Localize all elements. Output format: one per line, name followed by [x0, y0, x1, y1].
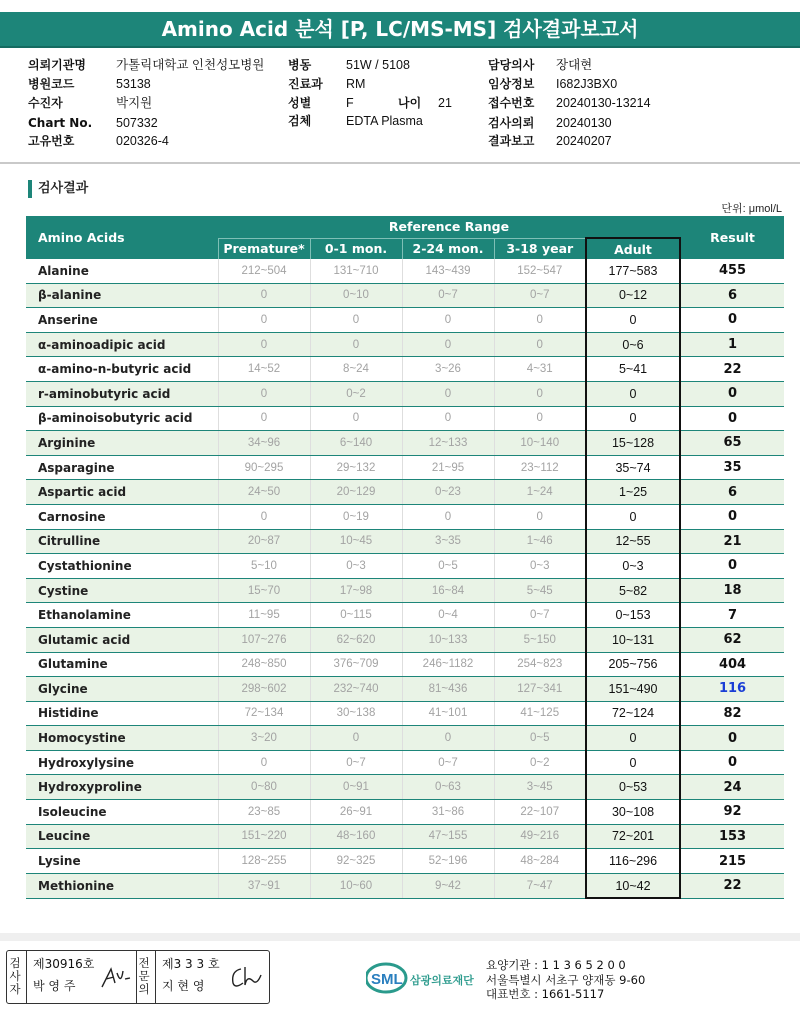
- info-row: [288, 56, 478, 75]
- unit-label: 단위: μmol/L: [721, 203, 782, 215]
- amino-acid-name: Cystine: [26, 578, 218, 603]
- ref-3-18-year: 41~125: [494, 701, 586, 726]
- ref-2-24-mon: 21~95: [402, 455, 494, 480]
- table-row: [26, 775, 784, 800]
- ref-3-18-year: 0~3: [494, 554, 586, 579]
- ref-premature: 34~96: [218, 431, 310, 456]
- ref-adult: 12~55: [586, 529, 680, 554]
- ref-2-24-mon: 41~101: [402, 701, 494, 726]
- info-row: [488, 75, 688, 94]
- ref-premature: 24~50: [218, 480, 310, 505]
- ref-2-24-mon: 0~4: [402, 603, 494, 628]
- logo-text: SML: [371, 971, 403, 988]
- table-row: [26, 332, 784, 357]
- ref-2-24-mon: 0: [402, 406, 494, 431]
- info-label: 병동: [288, 58, 312, 72]
- result-value: 35: [680, 455, 784, 480]
- info-label: 검사의뢰: [488, 116, 535, 130]
- ref-adult: 10~42: [586, 873, 680, 898]
- ref-3-18-year: 48~284: [494, 849, 586, 874]
- ref-premature: 0: [218, 750, 310, 775]
- amino-acid-name: Anserine: [26, 308, 218, 333]
- table-row: [26, 504, 784, 529]
- tester-name: 박 영 주: [33, 979, 76, 993]
- amino-acid-name: Leucine: [26, 824, 218, 849]
- ref-3-18-year: 254~823: [494, 652, 586, 677]
- amino-acid-name: Homocystine: [26, 726, 218, 751]
- ref-0-1-mon: 131~710: [310, 259, 402, 283]
- ref-premature: 0~80: [218, 775, 310, 800]
- ref-premature: 90~295: [218, 455, 310, 480]
- amino-acid-name: Methionine: [26, 873, 218, 898]
- ref-3-18-year: 23~112: [494, 455, 586, 480]
- amino-acid-name: β-aminoisobutyric acid: [26, 406, 218, 431]
- ref-3-18-year: 0~2: [494, 750, 586, 775]
- section-title: 검사결과: [28, 180, 88, 198]
- ref-0-1-mon: 6~140: [310, 431, 402, 456]
- info-value: EDTA Plasma: [346, 114, 423, 128]
- ref-0-1-mon: 30~138: [310, 701, 402, 726]
- ref-premature: 3~20: [218, 726, 310, 751]
- ref-premature: 212~504: [218, 259, 310, 283]
- info-row: [488, 132, 688, 151]
- result-value: 21: [680, 529, 784, 554]
- ref-adult: 0~3: [586, 554, 680, 579]
- ref-0-1-mon: 0: [310, 726, 402, 751]
- result-value: 0: [680, 308, 784, 333]
- specialist-signature-icon: [227, 963, 265, 991]
- info-label: 수진자: [28, 96, 63, 110]
- ref-0-1-mon: 29~132: [310, 455, 402, 480]
- info-row: [288, 75, 478, 94]
- info-value: 가톨릭대학교 인천성모병원: [116, 58, 265, 72]
- ref-premature: 0: [218, 381, 310, 406]
- table-row: [26, 603, 784, 628]
- info-value: F: [346, 96, 354, 110]
- amino-acid-name: β-alanine: [26, 283, 218, 308]
- ref-3-18-year: 5~45: [494, 578, 586, 603]
- info-label: 담당의사: [488, 58, 535, 72]
- ref-0-1-mon: 10~45: [310, 529, 402, 554]
- ref-3-18-year: 0~7: [494, 603, 586, 628]
- info-value: RM: [346, 77, 366, 91]
- org-line: 요양기관 : 1 1 3 6 5 2 0 0: [486, 958, 626, 972]
- table-row: [26, 529, 784, 554]
- table-row: [26, 381, 784, 406]
- info-value: 507332: [116, 116, 158, 130]
- table-row: [26, 800, 784, 825]
- ref-adult: 0: [586, 726, 680, 751]
- result-value: 6: [680, 283, 784, 308]
- ref-adult: 0: [586, 406, 680, 431]
- info-value: I682J3BX0: [556, 77, 618, 91]
- header-amino-acids: Amino Acids: [26, 216, 218, 259]
- tester-label: 검사자: [9, 956, 21, 996]
- org-info: [486, 958, 645, 1002]
- table-row: [26, 726, 784, 751]
- results-body: [26, 259, 784, 898]
- ref-3-18-year: 3~45: [494, 775, 586, 800]
- ref-adult: 0: [586, 308, 680, 333]
- ref-premature: 37~91: [218, 873, 310, 898]
- ref-premature: 0: [218, 283, 310, 308]
- header-premature: Premature*: [218, 238, 310, 259]
- amino-acid-name: α-aminoadipic acid: [26, 332, 218, 357]
- info-label: 접수번호: [488, 96, 535, 110]
- ref-2-24-mon: 16~84: [402, 578, 494, 603]
- ref-premature: 128~255: [218, 849, 310, 874]
- ref-premature: 23~85: [218, 800, 310, 825]
- header-3-18-year: 3-18 year: [494, 238, 586, 259]
- ref-adult: 10~131: [586, 627, 680, 652]
- ref-adult: 151~490: [586, 677, 680, 702]
- table-row: [26, 824, 784, 849]
- ref-2-24-mon: 246~1182: [402, 652, 494, 677]
- table-row: [26, 357, 784, 382]
- ref-premature: 151~220: [218, 824, 310, 849]
- ref-adult: 116~296: [586, 849, 680, 874]
- header-adult: Adult: [586, 238, 680, 259]
- footer-divider: [0, 933, 800, 941]
- info-label: 검체: [288, 114, 312, 128]
- table-row: [26, 873, 784, 898]
- ref-adult: 72~124: [586, 701, 680, 726]
- result-value: 92: [680, 800, 784, 825]
- ref-3-18-year: 1~24: [494, 480, 586, 505]
- ref-0-1-mon: 0~7: [310, 750, 402, 775]
- ref-0-1-mon: 0: [310, 308, 402, 333]
- table-row: [26, 283, 784, 308]
- ref-0-1-mon: 20~129: [310, 480, 402, 505]
- amino-acid-name: Glycine: [26, 677, 218, 702]
- ref-premature: 0: [218, 504, 310, 529]
- table-row: [26, 259, 784, 283]
- ref-0-1-mon: 8~24: [310, 357, 402, 382]
- ref-0-1-mon: 62~620: [310, 627, 402, 652]
- header-result: Result: [680, 216, 784, 259]
- info-label: 의뢰기관명: [28, 58, 86, 72]
- ref-3-18-year: 0: [494, 308, 586, 333]
- ref-2-24-mon: 143~439: [402, 259, 494, 283]
- results-table: [26, 216, 784, 899]
- ref-adult: 0~12: [586, 283, 680, 308]
- ref-0-1-mon: 0~3: [310, 554, 402, 579]
- ref-premature: 298~602: [218, 677, 310, 702]
- ref-adult: 0: [586, 504, 680, 529]
- table-row: [26, 554, 784, 579]
- result-value: 404: [680, 652, 784, 677]
- ref-0-1-mon: 0~115: [310, 603, 402, 628]
- amino-acid-name: Arginine: [26, 431, 218, 456]
- ref-premature: 72~134: [218, 701, 310, 726]
- amino-acid-name: Hydroxylysine: [26, 750, 218, 775]
- ref-adult: 0: [586, 750, 680, 775]
- org-line: 서울특별시 서초구 양재동 9-60: [486, 972, 646, 987]
- ref-3-18-year: 4~31: [494, 357, 586, 382]
- ref-2-24-mon: 9~42: [402, 873, 494, 898]
- table-row: [26, 849, 784, 874]
- ref-premature: 0: [218, 308, 310, 333]
- table-row: [26, 677, 784, 702]
- info-row: [28, 94, 268, 113]
- ref-0-1-mon: 232~740: [310, 677, 402, 702]
- result-value: 62: [680, 627, 784, 652]
- amino-acid-name: Lysine: [26, 849, 218, 874]
- ref-3-18-year: 0~5: [494, 726, 586, 751]
- header-reference-range: Reference Range: [218, 216, 680, 238]
- amino-acid-name: r-aminobutyric acid: [26, 381, 218, 406]
- info-value: 20240130-13214: [556, 96, 651, 110]
- ref-0-1-mon: 48~160: [310, 824, 402, 849]
- age-value: 21: [438, 96, 452, 110]
- header-2-24-mon: 2-24 mon.: [402, 238, 494, 259]
- ref-adult: 0~153: [586, 603, 680, 628]
- result-value: 0: [680, 726, 784, 751]
- amino-acid-name: Isoleucine: [26, 800, 218, 825]
- age-label: 나이: [398, 96, 422, 110]
- table-row: [26, 750, 784, 775]
- sml-logo: [366, 957, 482, 1001]
- result-value: 0: [680, 406, 784, 431]
- info-label: 병원코드: [28, 77, 75, 91]
- divider: [0, 162, 800, 164]
- amino-acid-name: Glutamine: [26, 652, 218, 677]
- info-value: 53138: [116, 77, 151, 91]
- info-row: [28, 75, 268, 94]
- amino-acid-name: Carnosine: [26, 504, 218, 529]
- ref-2-24-mon: 10~133: [402, 627, 494, 652]
- ref-2-24-mon: 52~196: [402, 849, 494, 874]
- amino-acid-name: Ethanolamine: [26, 603, 218, 628]
- info-value: 20240207: [556, 134, 612, 148]
- ref-3-18-year: 49~216: [494, 824, 586, 849]
- ref-0-1-mon: 10~60: [310, 873, 402, 898]
- org-name: 삼광의료재단: [410, 974, 474, 987]
- ref-adult: 0~53: [586, 775, 680, 800]
- ref-premature: 20~87: [218, 529, 310, 554]
- ref-3-18-year: 127~341: [494, 677, 586, 702]
- ref-2-24-mon: 3~35: [402, 529, 494, 554]
- ref-adult: 0~6: [586, 332, 680, 357]
- ref-3-18-year: 5~150: [494, 627, 586, 652]
- info-row: [28, 114, 268, 133]
- info-row: [488, 94, 688, 113]
- info-row: [488, 56, 688, 75]
- ref-adult: 35~74: [586, 455, 680, 480]
- tester-signature-icon: [99, 965, 133, 991]
- patient-info: [0, 56, 800, 156]
- ref-2-24-mon: 81~436: [402, 677, 494, 702]
- info-label: 결과보고: [488, 134, 535, 148]
- ref-premature: 248~850: [218, 652, 310, 677]
- info-label: 진료과: [288, 77, 323, 91]
- ref-0-1-mon: 0~10: [310, 283, 402, 308]
- ref-premature: 0: [218, 332, 310, 357]
- info-label: Chart No.: [28, 116, 93, 130]
- info-row: [28, 56, 268, 75]
- info-label: 임상정보: [488, 77, 535, 91]
- ref-0-1-mon: 0: [310, 332, 402, 357]
- amino-acid-name: Glutamic acid: [26, 627, 218, 652]
- result-value: 0: [680, 504, 784, 529]
- table-row: [26, 578, 784, 603]
- ref-adult: 0: [586, 381, 680, 406]
- ref-2-24-mon: 0~7: [402, 750, 494, 775]
- table-row: [26, 406, 784, 431]
- ref-3-18-year: 0~7: [494, 283, 586, 308]
- ref-0-1-mon: 0~2: [310, 381, 402, 406]
- ref-premature: 0: [218, 406, 310, 431]
- report-title: Amino Acid 분석 [P, LC/MS-MS] 검사결과보고서: [0, 12, 800, 48]
- ref-2-24-mon: 0: [402, 381, 494, 406]
- info-row: [488, 114, 688, 133]
- divider: [155, 951, 156, 1003]
- ref-2-24-mon: 0: [402, 332, 494, 357]
- result-value: 0: [680, 750, 784, 775]
- ref-3-18-year: 152~547: [494, 259, 586, 283]
- specialist-name: 지 현 영: [162, 979, 205, 993]
- specialist-label: 전문의: [138, 956, 150, 996]
- ref-0-1-mon: 0~19: [310, 504, 402, 529]
- ref-2-24-mon: 3~26: [402, 357, 494, 382]
- ref-premature: 107~276: [218, 627, 310, 652]
- info-row: [288, 112, 478, 131]
- ref-premature: 15~70: [218, 578, 310, 603]
- table-row: [26, 308, 784, 333]
- ref-0-1-mon: 17~98: [310, 578, 402, 603]
- amino-acid-name: Histidine: [26, 701, 218, 726]
- result-value: 22: [680, 873, 784, 898]
- signature-box: [6, 950, 270, 1004]
- info-label: 성별: [288, 96, 312, 110]
- info-value: 박지원: [116, 96, 153, 110]
- result-value: 215: [680, 849, 784, 874]
- table-row: [26, 652, 784, 677]
- header-0-1-mon: 0-1 mon.: [310, 238, 402, 259]
- result-value: 455: [680, 259, 784, 283]
- result-value: 0: [680, 381, 784, 406]
- result-value: 1: [680, 332, 784, 357]
- table-row: [26, 480, 784, 505]
- ref-adult: 1~25: [586, 480, 680, 505]
- amino-acid-name: Hydroxyproline: [26, 775, 218, 800]
- ref-3-18-year: 0: [494, 406, 586, 431]
- ref-2-24-mon: 0~63: [402, 775, 494, 800]
- ref-0-1-mon: 92~325: [310, 849, 402, 874]
- result-value: 6: [680, 480, 784, 505]
- ref-2-24-mon: 0: [402, 726, 494, 751]
- ref-2-24-mon: 12~133: [402, 431, 494, 456]
- amino-acid-name: Alanine: [26, 259, 218, 283]
- result-value: 65: [680, 431, 784, 456]
- ref-0-1-mon: 26~91: [310, 800, 402, 825]
- ref-2-24-mon: 0~7: [402, 283, 494, 308]
- amino-acid-name: Aspartic acid: [26, 480, 218, 505]
- ref-2-24-mon: 47~155: [402, 824, 494, 849]
- info-value: 51W / 5108: [346, 58, 410, 72]
- divider: [26, 951, 27, 1003]
- info-value: 020326-4: [116, 134, 169, 148]
- tester-license-no: 제30916호: [33, 957, 95, 971]
- table-row: [26, 701, 784, 726]
- amino-acid-name: Citrulline: [26, 529, 218, 554]
- ref-3-18-year: 1~46: [494, 529, 586, 554]
- result-value: 0: [680, 554, 784, 579]
- amino-acid-name: Asparagine: [26, 455, 218, 480]
- ref-adult: 72~201: [586, 824, 680, 849]
- result-value: 7: [680, 603, 784, 628]
- info-label: 고유번호: [28, 134, 75, 148]
- ref-2-24-mon: 0~23: [402, 480, 494, 505]
- org-line: 대표번호 : 1661-5117: [486, 987, 605, 1001]
- ref-0-1-mon: 376~709: [310, 652, 402, 677]
- table-row: [26, 627, 784, 652]
- ref-2-24-mon: 31~86: [402, 800, 494, 825]
- ref-adult: 30~108: [586, 800, 680, 825]
- ref-0-1-mon: 0~91: [310, 775, 402, 800]
- specialist-license-no: 제3 3 3 호: [162, 957, 220, 971]
- info-row: [28, 132, 268, 151]
- table-row: [26, 455, 784, 480]
- amino-acid-name: α-amino-n-butyric acid: [26, 357, 218, 382]
- result-value: 82: [680, 701, 784, 726]
- result-value: 116: [680, 677, 784, 702]
- ref-adult: 5~82: [586, 578, 680, 603]
- ref-adult: 205~756: [586, 652, 680, 677]
- divider: [136, 951, 137, 1003]
- amino-acid-name: Cystathionine: [26, 554, 218, 579]
- ref-3-18-year: 10~140: [494, 431, 586, 456]
- result-value: 153: [680, 824, 784, 849]
- result-value: 24: [680, 775, 784, 800]
- results-table-wrap: [26, 216, 784, 899]
- result-value: 22: [680, 357, 784, 382]
- info-value: 20240130: [556, 116, 612, 130]
- info-row: [288, 94, 478, 113]
- ref-2-24-mon: 0: [402, 308, 494, 333]
- info-value: 장대현: [556, 58, 593, 72]
- ref-2-24-mon: 0~5: [402, 554, 494, 579]
- ref-adult: 177~583: [586, 259, 680, 283]
- result-value: 18: [680, 578, 784, 603]
- ref-adult: 5~41: [586, 357, 680, 382]
- ref-adult: 15~128: [586, 431, 680, 456]
- ref-3-18-year: 0: [494, 504, 586, 529]
- ref-3-18-year: 0: [494, 381, 586, 406]
- ref-premature: 5~10: [218, 554, 310, 579]
- table-row: [26, 431, 784, 456]
- ref-premature: 11~95: [218, 603, 310, 628]
- ref-2-24-mon: 0: [402, 504, 494, 529]
- ref-premature: 14~52: [218, 357, 310, 382]
- ref-0-1-mon: 0: [310, 406, 402, 431]
- ref-3-18-year: 7~47: [494, 873, 586, 898]
- ref-3-18-year: 0: [494, 332, 586, 357]
- ref-3-18-year: 22~107: [494, 800, 586, 825]
